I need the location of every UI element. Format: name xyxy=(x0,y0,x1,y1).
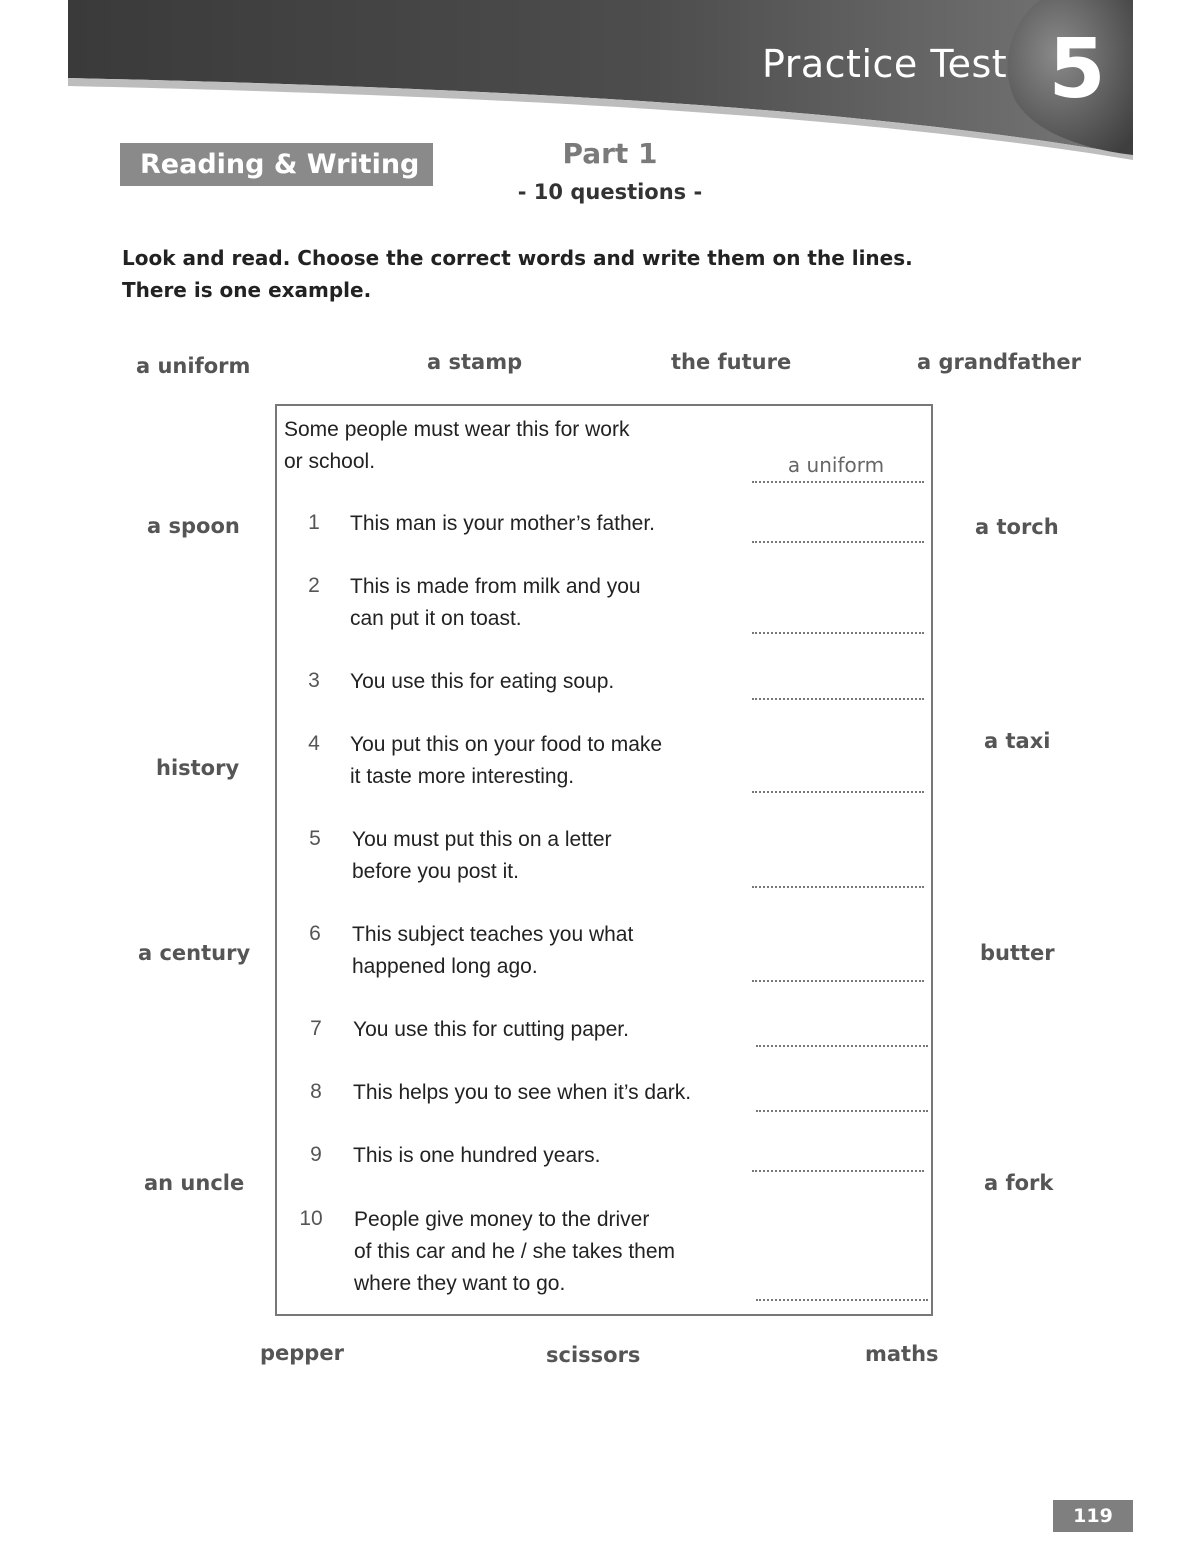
question-text xyxy=(353,1077,691,1109)
page-number: 119 xyxy=(1053,1500,1133,1532)
answer-line[interactable] xyxy=(756,1045,928,1047)
question-line: You use this for eating soup. xyxy=(350,670,615,693)
question-text xyxy=(353,1014,629,1046)
question-line: You put this on your food to make xyxy=(350,733,663,756)
part-subtitle: - 10 questions - xyxy=(517,180,703,204)
question-line: This subject teaches you what xyxy=(352,923,634,946)
answer-line[interactable] xyxy=(752,541,924,543)
question-text xyxy=(350,508,655,540)
word-option: an uncle xyxy=(144,1171,245,1195)
question-number: 6 xyxy=(309,922,321,945)
section-label: Reading & Writing xyxy=(120,143,433,186)
question-number: 3 xyxy=(308,669,320,692)
question-line: happened long ago. xyxy=(352,955,538,978)
word-option: a taxi xyxy=(984,729,1051,753)
word-option: history xyxy=(156,756,240,780)
instruction-line: There is one example. xyxy=(122,278,372,302)
answer-line[interactable] xyxy=(752,1170,924,1172)
question-number: 4 xyxy=(308,732,320,755)
question-text xyxy=(353,1140,600,1172)
question-line: This man is your mother’s father. xyxy=(350,512,656,535)
answer-line[interactable] xyxy=(752,980,924,982)
answer-line[interactable] xyxy=(756,1110,928,1112)
question-number: 9 xyxy=(310,1143,322,1166)
instructions xyxy=(122,242,1022,306)
example-answer: a uniform xyxy=(787,453,885,477)
question-text xyxy=(350,666,614,698)
question-number: 5 xyxy=(309,827,321,850)
answer-line[interactable] xyxy=(752,886,924,888)
test-number-badge: 5 xyxy=(1048,22,1106,117)
question-line: People give money to the driver xyxy=(354,1208,650,1231)
question-line: This helps you to see when it’s dark. xyxy=(353,1081,692,1104)
instruction-line: Look and read. Choose the correct words and write them on the lines. xyxy=(122,246,913,270)
word-option: maths xyxy=(865,1342,939,1366)
answer-line[interactable] xyxy=(752,632,924,634)
word-option: a grandfather xyxy=(917,350,1081,374)
question-number: 10 xyxy=(299,1207,323,1230)
example-line: or school. xyxy=(284,450,376,473)
question-text xyxy=(352,919,633,983)
question-number: 8 xyxy=(310,1080,322,1103)
question-number: 7 xyxy=(310,1017,322,1040)
answer-line xyxy=(752,481,924,483)
question-text xyxy=(352,824,612,888)
answer-line[interactable] xyxy=(752,791,924,793)
question-line: This is one hundred years. xyxy=(353,1144,601,1167)
banner-title: Practice Test xyxy=(762,42,1008,86)
question-line: before you post it. xyxy=(352,860,519,883)
word-option: a century xyxy=(138,941,251,965)
word-option: butter xyxy=(980,941,1055,965)
answer-line[interactable] xyxy=(752,698,924,700)
part-title: Part 1 xyxy=(562,137,658,170)
question-line: You must put this on a letter xyxy=(352,828,612,851)
example-line: Some people must wear this for work xyxy=(284,418,630,441)
question-number: 1 xyxy=(308,511,320,534)
word-option: a fork xyxy=(984,1171,1054,1195)
word-option: scissors xyxy=(546,1343,641,1367)
word-option: the future xyxy=(671,350,792,374)
question-number: 2 xyxy=(308,574,320,597)
answer-line[interactable] xyxy=(756,1299,928,1301)
question-text xyxy=(350,729,662,793)
question-line: You use this for cutting paper. xyxy=(353,1018,629,1041)
question-text xyxy=(354,1204,675,1300)
word-option: a spoon xyxy=(147,514,240,538)
word-option: a torch xyxy=(975,515,1059,539)
question-text xyxy=(350,571,641,635)
question-line: can put it on toast. xyxy=(350,607,522,630)
question-line: of this car and he / she takes them xyxy=(354,1240,676,1263)
question-line: where they want to go. xyxy=(354,1272,566,1295)
question-line: This is made from milk and you xyxy=(350,575,641,598)
word-option: pepper xyxy=(260,1341,344,1365)
question-line: it taste more interesting. xyxy=(350,765,575,788)
word-option: a uniform xyxy=(136,354,251,378)
word-option: a stamp xyxy=(427,350,523,374)
example-text xyxy=(284,414,629,478)
